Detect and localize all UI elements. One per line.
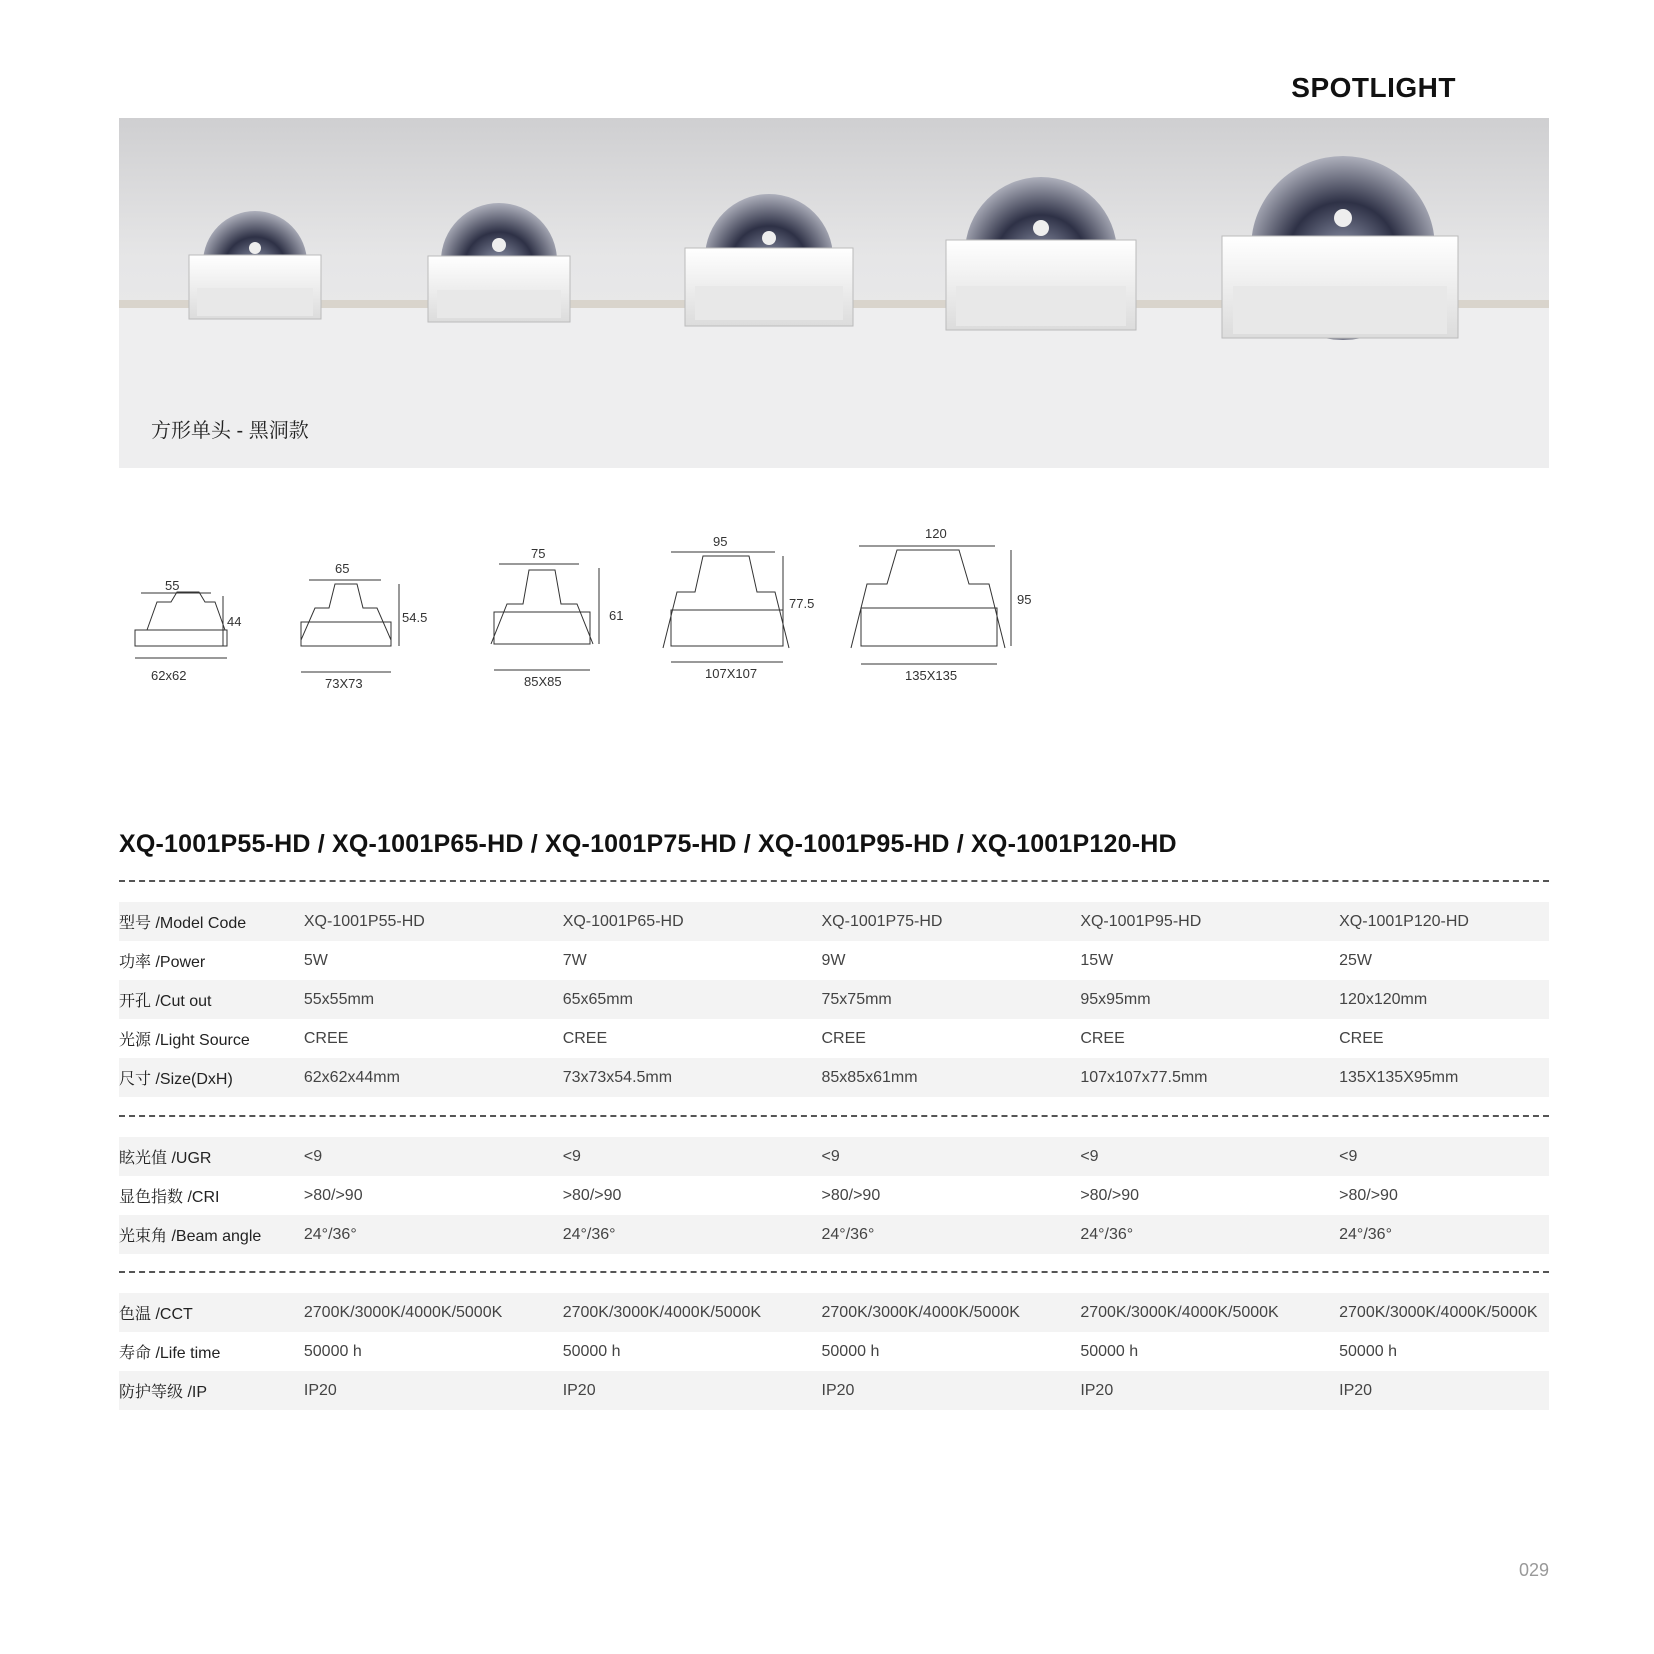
dimension-base-120: 135X135 — [905, 668, 958, 683]
spec-cell: CREE — [1080, 1029, 1125, 1047]
spec-cell: 9W — [821, 951, 846, 969]
spec-cell: CREE — [821, 1029, 866, 1047]
spec-group-lifetime — [119, 1293, 1549, 1410]
spec-cell: <9 — [1080, 1147, 1099, 1165]
spec-cell: XQ-1001P120-HD — [1339, 912, 1469, 930]
dimension-drawings — [119, 520, 1069, 700]
spec-cell: 55x55mm — [303, 990, 375, 1008]
spec-row-cut-out — [119, 980, 1549, 1019]
spotlight-product-photos — [119, 118, 1549, 468]
spec-cell: 85x85x61mm — [821, 1068, 918, 1086]
spec-row-ugr — [119, 1137, 1549, 1176]
spec-row-life-time — [119, 1332, 1549, 1371]
dimension-width-75: 75 — [531, 546, 546, 561]
spec-row-cct — [119, 1293, 1549, 1332]
dimension-height-65: 54.5 — [402, 610, 428, 625]
product-caption: 方形单头 - 黑洞款 — [151, 420, 309, 442]
dimension-base-75: 85X85 — [524, 674, 562, 689]
spec-cell: 25W — [1339, 951, 1373, 969]
spec-label: 眩光值 /UGR — [119, 1150, 212, 1167]
divider — [119, 1271, 1549, 1273]
spec-label: 光束角 /Beam angle — [119, 1228, 262, 1245]
spec-cell: 2700K/3000K/4000K/5000K — [562, 1303, 762, 1321]
page-title: SPOTLIGHT — [1291, 72, 1456, 103]
dimension-width-120: 120 — [925, 526, 947, 541]
spec-cell: 120x120mm — [1339, 990, 1428, 1008]
spec-cell: IP20 — [303, 1381, 337, 1399]
spec-cell: 5W — [303, 951, 328, 969]
dimension-drawing-75 — [491, 564, 599, 670]
spec-row-light-source — [119, 1019, 1549, 1058]
spec-cell: 2700K/3000K/4000K/5000K — [303, 1303, 503, 1321]
spec-cell: IP20 — [562, 1381, 596, 1399]
spec-cell: >80/>90 — [1339, 1186, 1398, 1204]
spec-cell: 62x62x44mm — [303, 1068, 400, 1086]
spec-cell: 24°/36° — [562, 1225, 616, 1243]
dimension-drawing-65 — [301, 580, 399, 672]
spec-cell: <9 — [1339, 1147, 1358, 1165]
spotlight-photo-120 — [1222, 156, 1458, 340]
spec-group-basic — [119, 902, 1549, 1097]
spec-label: 尺寸 /Size(DxH) — [119, 1071, 233, 1088]
spec-cell: CREE — [1339, 1029, 1384, 1047]
spec-cell: 2700K/3000K/4000K/5000K — [1339, 1303, 1538, 1321]
spec-label: 开孔 /Cut out — [119, 993, 212, 1010]
dimension-base-65: 73X73 — [325, 676, 363, 691]
spec-cell: 24°/36° — [821, 1225, 875, 1243]
spec-label: 光源 /Light Source — [119, 1032, 250, 1049]
spec-cell: 15W — [1080, 951, 1114, 969]
spec-cell: >80/>90 — [303, 1186, 363, 1204]
spec-cell: <9 — [562, 1147, 581, 1165]
spec-cell: 50000 h — [1080, 1342, 1139, 1360]
spec-cell: >80/>90 — [1080, 1186, 1140, 1204]
spec-label: 防护等级 /IP — [119, 1384, 208, 1401]
dimension-width-95: 95 — [713, 534, 728, 549]
spec-cell: 75x75mm — [821, 990, 892, 1008]
spec-group-optics — [119, 1137, 1549, 1254]
spec-cell: >80/>90 — [562, 1186, 622, 1204]
spec-label: 型号 /Model Code — [119, 915, 247, 932]
spec-cell: 24°/36° — [1080, 1225, 1134, 1243]
spec-cell: XQ-1001P75-HD — [821, 912, 943, 930]
spotlight-photo-95 — [946, 177, 1136, 330]
spec-cell: 24°/36° — [303, 1225, 357, 1243]
dimension-height-55: 44 — [227, 614, 242, 629]
spec-cell: 50000 h — [303, 1342, 362, 1360]
spec-cell: 73x73x54.5mm — [562, 1068, 673, 1086]
spec-cell: 95x95mm — [1080, 990, 1151, 1008]
spec-label: 寿命 /Life time — [119, 1345, 221, 1362]
spotlight-photo-75 — [685, 194, 853, 326]
product-photo-banner — [119, 118, 1549, 468]
spec-cell: XQ-1001P65-HD — [562, 912, 684, 930]
spec-label: 色温 /CCT — [119, 1306, 193, 1323]
spec-cell: 2700K/3000K/4000K/5000K — [1080, 1303, 1279, 1321]
spec-cell: IP20 — [1080, 1381, 1114, 1399]
spec-cell: >80/>90 — [821, 1186, 881, 1204]
spec-row-beam-angle — [119, 1215, 1549, 1254]
dimension-width-65: 65 — [335, 561, 350, 576]
spec-cell: 2700K/3000K/4000K/5000K — [821, 1303, 1020, 1321]
spec-cell: 107x107x77.5mm — [1080, 1068, 1208, 1086]
spec-cell: XQ-1001P55-HD — [303, 912, 425, 930]
spec-cell: CREE — [562, 1029, 608, 1047]
spec-row-model-code — [119, 902, 1549, 941]
spotlight-photo-65 — [428, 203, 570, 322]
spec-cell: CREE — [303, 1029, 349, 1047]
spec-cell: <9 — [821, 1147, 840, 1165]
spec-cell: IP20 — [1339, 1381, 1373, 1399]
divider — [119, 1115, 1549, 1117]
spec-cell: IP20 — [821, 1381, 855, 1399]
dimension-height-95: 77.5 — [789, 596, 815, 611]
spec-cell: 24°/36° — [1339, 1225, 1392, 1243]
spec-row-power — [119, 941, 1549, 980]
spotlight-photo-55 — [189, 211, 321, 319]
spec-cell: 135X135X95mm — [1339, 1068, 1459, 1086]
spec-row-size — [119, 1058, 1549, 1097]
dimension-drawing-55 — [135, 592, 227, 658]
spec-cell: 7W — [562, 951, 587, 969]
dimension-height-120: 95 — [1017, 592, 1032, 607]
dimension-drawing-95 — [663, 552, 789, 662]
series-title: XQ-1001P55-HD / XQ-1001P65-HD / XQ-1001P75-HD / XQ-1001P95-HD / XQ-1001P120-HD — [119, 830, 1177, 858]
spec-label: 功率 /Power — [119, 954, 206, 971]
spec-cell: <9 — [303, 1147, 323, 1165]
dimension-base-95: 107X107 — [705, 666, 758, 681]
spec-row-ip — [119, 1371, 1549, 1410]
spec-cell: 50000 h — [821, 1342, 880, 1360]
dimension-height-75: 61 — [609, 608, 624, 623]
dimension-width-55: 55 — [165, 578, 180, 593]
spec-row-cri — [119, 1176, 1549, 1215]
spec-cell: 50000 h — [562, 1342, 621, 1360]
dimension-base-55: 62x62 — [151, 668, 187, 683]
spec-cell: XQ-1001P95-HD — [1080, 912, 1202, 930]
page-number: 029 — [1518, 1560, 1549, 1580]
spec-cell: 50000 h — [1339, 1342, 1397, 1360]
dimension-drawing-120 — [851, 546, 1011, 664]
spec-label: 显色指数 /CRI — [119, 1189, 220, 1206]
dimension-drawings-svg — [119, 520, 1069, 700]
divider — [119, 880, 1549, 882]
spec-cell: 65x65mm — [562, 990, 633, 1008]
